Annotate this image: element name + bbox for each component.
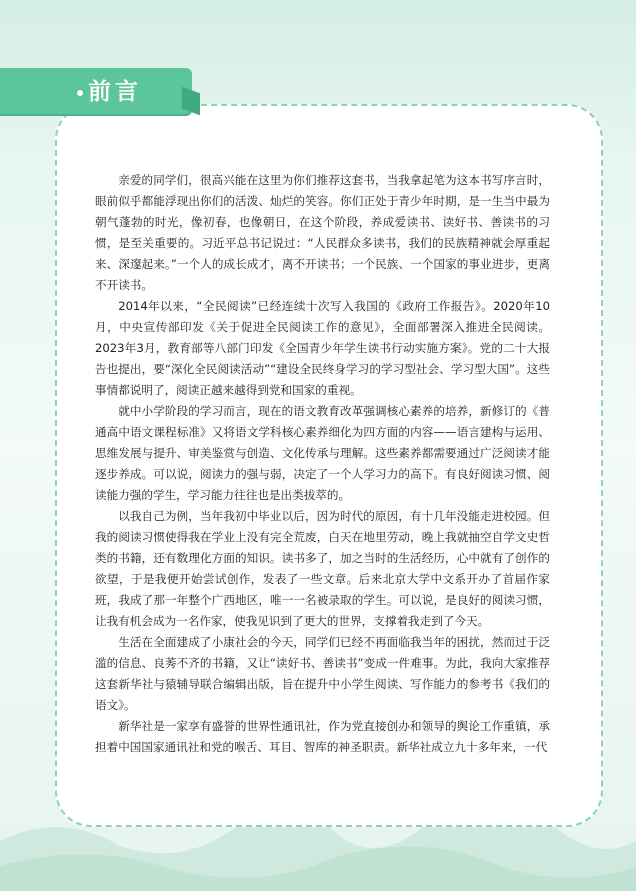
paragraph: 2014年以来，“全民阅读”已经连续十次写入我国的《政府工作报告》。2020年10月，中央宣传部印发《关于促进全民阅读工作的意见》，全面部署深入推进全民阅读。2023年3月，教育部等八部门印发《全国青少年学生读书行动实施方案》。党的二十大报告也提出，要“深化全民阅读活动”“建设全民终身学习的学习型社会、学习型大国”。这些事情都说明了，阅读正越来越得到党和国家的重视。 bbox=[95, 299, 550, 397]
paragraph: 以我自己为例，当年我初中毕业以后，因为时代的原因，有十几年没能走进校园。但我的阅读习惯使得我在学业上没有完全荒废，白天在地里劳动，晚上我就抽空自学文史哲类的书籍，还有数理化方面的知识。读书多了，加之当时的生活经历，心中就有了创作的欲望，于是我便开始尝试创作，发表了一些文章。后来北京大学中文系开办了首届作家班，我成了那一年整个广西地区，唯一一名被录取的学生。可以说，是良好的阅读习惯，让我有机会成为一名作家，使我见识到了更大的世界，支撑着我走到了今天。 bbox=[95, 509, 550, 628]
paragraph: 新华社是一家享有盛誉的世界性通讯社，作为党直接创办和领导的舆论工作重镇，承担着中国国家通讯社和党的喉舌、耳目、智库的神圣职责。新华社成立九十多年来，一代 bbox=[95, 719, 550, 754]
paragraph: 亲爱的同学们，很高兴能在这里为你们推荐这套书，当我拿起笔为这本书写序言时，眼前似乎都能浮现出你们的活泼、灿烂的笑容。你们正处于青少年时期，是一生当中最为朝气蓬勃的时光，像初春，也像朝日，在这个阶段，养成爱读书、读好书、善读书的习惯，是至关重要的。习近平总书记说过：“人民群众多读书，我们的民族精神就会厚重起来、深邃起来。”一个人的成长成才，离不开读书；一个民族、一个国家的事业进步，更离不开读书。 bbox=[95, 173, 550, 292]
paragraph: 生活在全面建成了小康社会的今天，同学们已经不再面临我当年的困扰，然而过于泛滥的信息、良莠不齐的书籍，又让“读好书、善读书”变成一件难事。为此，我向大家推荐这套新华社与猿辅导联合编辑出版，旨在提升中小学生阅读、写作能力的参考书《我们的语文》。 bbox=[95, 635, 550, 712]
paragraph: 就中小学阶段的学习而言，现在的语文教育改革强调核心素养的培养，新修订的《普通高中语文课程标准》又将语文学科核心素养细化为四方面的内容——语言建构与运用、思维发展与提升、审美鉴赏与创造、文化传承与理解。这些素养都需要通过广泛阅读才能逐步养成。可以说，阅读力的强与弱，决定了一个人学习力的高下。有良好阅读习惯、阅读能力强的学生，学习能力往往也是出类拔萃的。 bbox=[95, 404, 550, 502]
title-dot-icon bbox=[77, 90, 83, 96]
page-title: 前言 bbox=[88, 79, 142, 105]
preface-body bbox=[95, 170, 550, 758]
